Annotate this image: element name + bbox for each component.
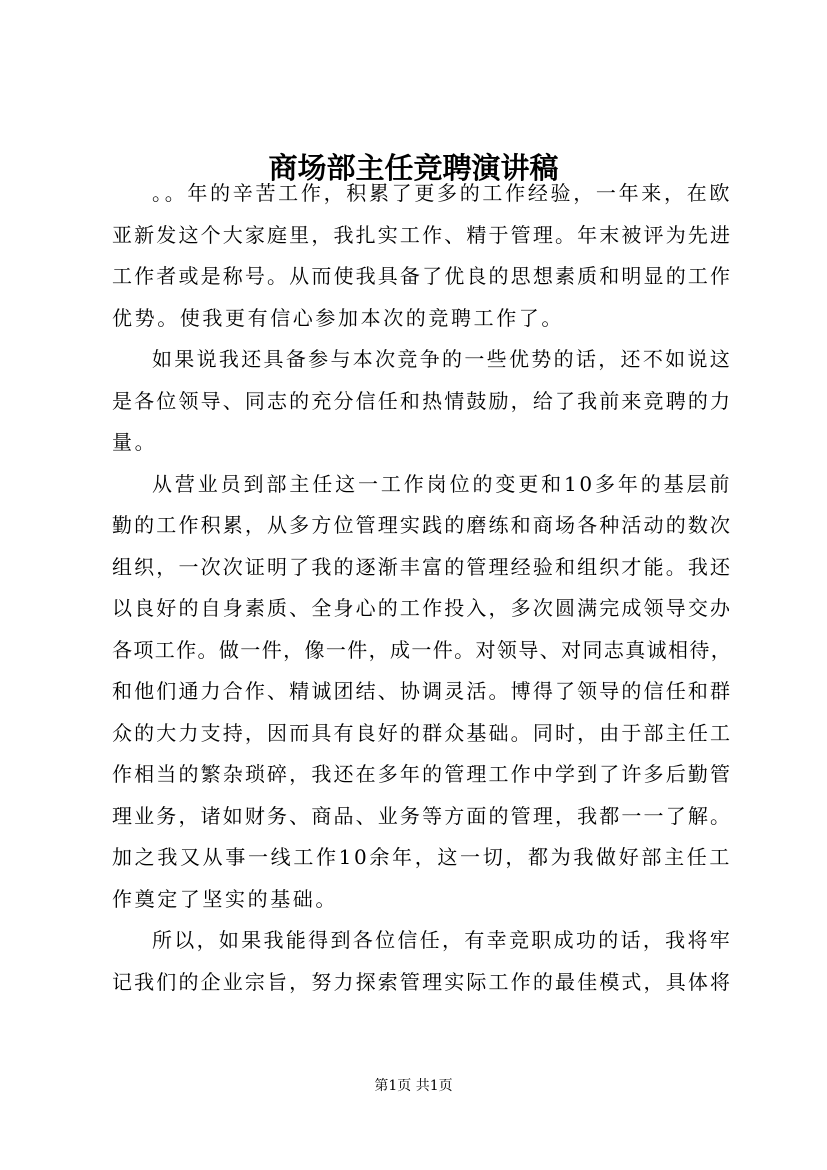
body-line: 如果说我还具备参与本次竞争的一些优势的话，还不如说这 <box>152 347 732 371</box>
body-line: 作相当的繁杂琐碎，我还在多年的管理工作中学到了许多后勤管 <box>112 762 732 786</box>
body-line: 勤的工作积累，从多方位管理实践的磨练和商场各种活动的数次 <box>112 513 732 537</box>
body-line: 和他们通力合作、精诚团结、协调灵活。博得了领导的信任和群 <box>112 679 732 703</box>
body-line: 作奠定了坚实的基础。 <box>112 886 338 911</box>
body-line: 从营业员到部主任这一工作岗位的变更和10多年的基层前 <box>152 471 732 496</box>
body-line: 众的大力支持，因而具有良好的群众基础。同时，由于部主任工 <box>112 720 732 745</box>
body-line: 亚新发这个大家庭里，我扎实工作、精于管理。年末被评为先进 <box>112 222 732 247</box>
page-footer: 第1页 共1页 <box>374 1078 453 1094</box>
body-line: 以良好的自身素质、全身心的工作投入，多次圆满完成领导交办 <box>112 596 732 620</box>
body-line: 。。年的辛苦工作，积累了更多的工作经验，一年来，在欧 <box>152 181 732 205</box>
body-line: 所以，如果我能得到各位信任，有幸竞职成功的话，我将牢 <box>152 928 732 952</box>
body-line: 工作者或是称号。从而使我具备了优良的思想素质和明显的工作 <box>112 264 732 288</box>
body-line: 是各位领导、同志的充分信任和热情鼓励，给了我前来竞聘的力 <box>112 388 732 413</box>
body-line: 优势。使我更有信心参加本次的竞聘工作了。 <box>112 305 564 330</box>
body-line: 加之我又从事一线工作10余年，这一切，都为我做好部主任工 <box>112 845 732 869</box>
body-line: 记我们的企业宗旨，努力探索管理实际工作的最佳模式，具体将 <box>112 969 732 994</box>
body-line: 理业务，诸如财务、商品、业务等方面的管理，我都一一了解。 <box>112 803 732 828</box>
body-line: 量。 <box>112 430 158 454</box>
document-body <box>112 173 732 1003</box>
body-line: 组织，一次次证明了我的逐渐丰富的管理经验和组织才能。我还 <box>112 554 732 579</box>
body-line: 各项工作。做一件，像一件，成一件。对领导、对同志真诚相待， <box>112 637 732 662</box>
document-title: 商场部主任竞聘演讲稿 <box>268 151 559 185</box>
